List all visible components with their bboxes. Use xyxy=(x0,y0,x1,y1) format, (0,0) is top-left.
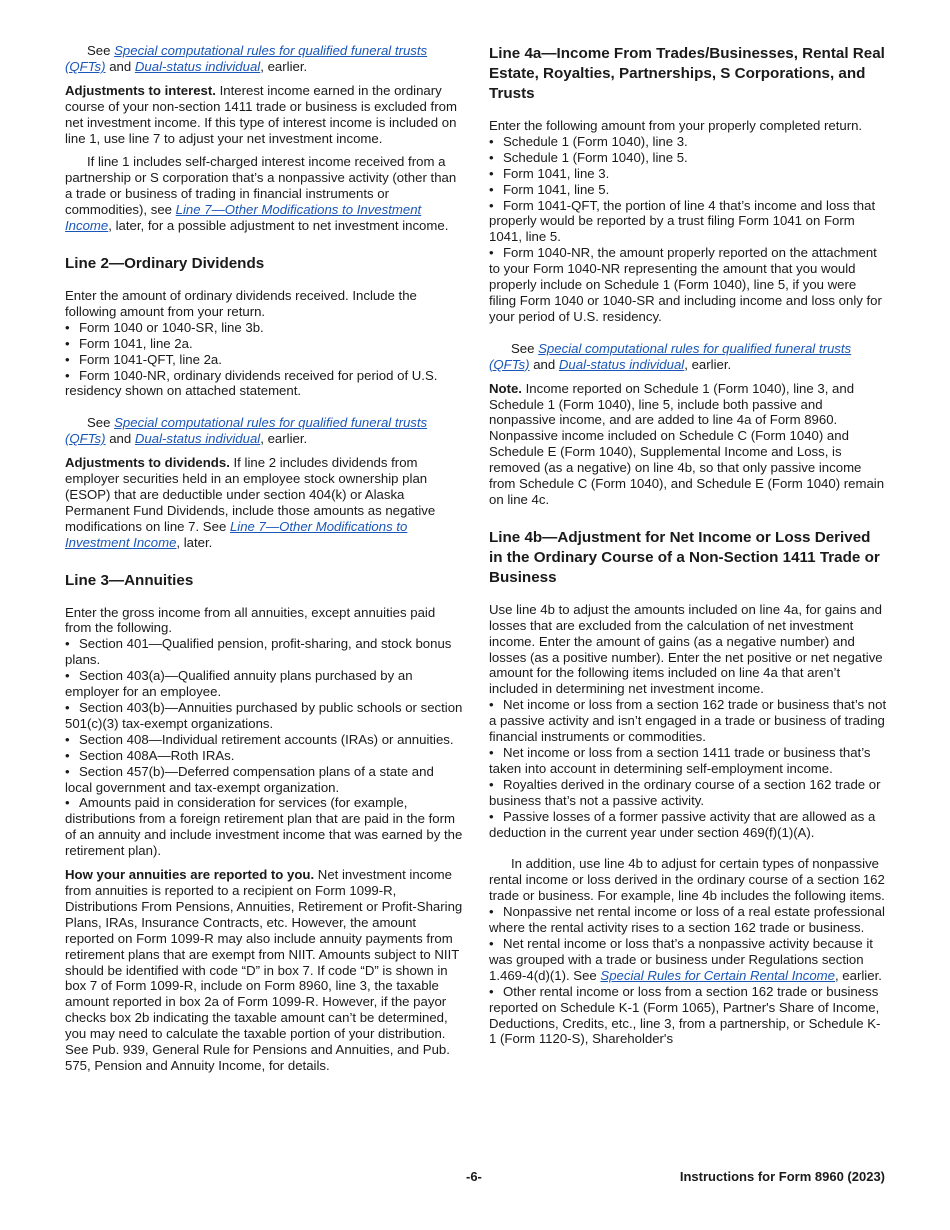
text-run: Enter the amount of ordinary dividends received. Include the following amount from your return. xyxy=(65,287,417,319)
text-run: Enter the following amount from your properly completed return. xyxy=(489,118,863,133)
bullet-item xyxy=(489,745,887,777)
text-run: Line 3—Annuities xyxy=(65,571,194,589)
cross-reference-link[interactable]: Special computational rules for qualified funeral trusts (QFTs) xyxy=(489,340,852,372)
text-run: Net income or loss from a section 1411 trade or business that’s taken into account in determining self-employment income. xyxy=(489,745,871,776)
text-run: See xyxy=(87,415,115,431)
footer-document-title: Instructions for Form 8960 (2023) xyxy=(679,1169,885,1184)
text-run: Line 2—Ordinary Dividends xyxy=(65,254,265,272)
text-run: and xyxy=(105,58,135,74)
text-run: If line 2 includes dividends from employer securities held in an employee stock ownership plan (ESOP) that are deductible under section 404(k) or Alaska Permanent Fund Dividends, include those amounts as negative modifications on line 7. See xyxy=(65,455,436,534)
cross-reference-link[interactable]: Dual-status individual xyxy=(134,431,261,447)
text-run: Form 1040-NR, the amount properly reported on the attachment to your Form 1040-NR representing the amount that you would properly include on Schedule 1 (Form 1040), line 5, if you were filing Form 1040 or 1040-SR and including income and loss only for your period of U.S. residency. xyxy=(489,245,882,324)
text-run: , earlier. xyxy=(684,356,732,372)
bullet-icon: • xyxy=(65,700,70,715)
bullet-icon: • xyxy=(489,165,494,181)
text-run: Form 1041, line 2a. xyxy=(79,335,193,351)
cross-reference-link[interactable]: Dual-status individual xyxy=(558,356,685,372)
bullet-icon: • xyxy=(489,745,494,760)
bullet-icon: • xyxy=(489,983,494,999)
paragraph xyxy=(489,381,887,508)
text-run: Schedule 1 (Form 1040), line 3. xyxy=(503,133,688,149)
text-run: Section 403(a)—Qualified annuity plans purchased by an employer for an employee. xyxy=(65,668,413,700)
bullet-item xyxy=(65,320,463,336)
text-run: Use line 4b to adjust the amounts included on line 4a, for gains and losses that are excluded from the calculation of net investment income. Enter the amount of gains (as a negative number) and losses (as a positive number). Enter the net positive or net negative amount for the following items included on line 4a that aren’t included in determining net investment income. xyxy=(489,601,883,697)
bullet-icon: • xyxy=(65,668,70,684)
bullet-icon: • xyxy=(489,808,494,824)
bullet-item xyxy=(65,764,463,796)
paragraph xyxy=(65,43,463,75)
text-run: Nonpassive net rental income or loss of a real estate professional where the rental activity rises to a section 162 trade or business. xyxy=(489,904,885,936)
bullet-item xyxy=(489,134,887,150)
section-heading xyxy=(65,254,463,274)
bullet-icon: • xyxy=(65,351,70,367)
left-column xyxy=(65,43,463,1082)
section-heading xyxy=(489,44,887,104)
text-run: Form 1041, line 5. xyxy=(503,181,610,197)
bullet-item xyxy=(65,668,463,700)
bullet-icon: • xyxy=(489,935,494,951)
paragraph xyxy=(65,605,463,637)
bullet-item xyxy=(65,636,463,668)
bullet-icon: • xyxy=(65,747,70,763)
text-run: Form 1041-QFT, the portion of line 4 that’s income and loss that properly would be reported by a trust filing Form 1041 on Form 1041, line 5. xyxy=(489,197,876,245)
bullet-icon: • xyxy=(65,763,70,779)
paragraph xyxy=(489,602,887,697)
paragraph xyxy=(65,288,463,320)
text-run: See xyxy=(87,43,115,58)
paragraph xyxy=(65,154,463,234)
bullet-item xyxy=(65,700,463,732)
bullet-icon: • xyxy=(489,697,494,713)
bullet-icon: • xyxy=(489,197,494,213)
bullet-item xyxy=(489,984,887,1048)
text-run: , earlier. xyxy=(260,58,308,74)
text-run: Form 1040-NR, ordinary dividends received for period of U.S. residency shown on attached statement. xyxy=(65,367,438,399)
text-run: and xyxy=(105,431,135,447)
bullet-item xyxy=(65,748,463,764)
bullet-icon: • xyxy=(65,636,70,652)
paragraph xyxy=(65,455,463,550)
text-run: Section 408—Individual retirement accounts (IRAs) or annuities. xyxy=(79,731,454,747)
bold-run-in-heading: How your annuities are reported to you. xyxy=(65,867,315,883)
bullet-icon: • xyxy=(489,245,494,261)
bullet-icon: • xyxy=(489,181,494,197)
text-run: Interest income earned in the ordinary course of your non-section 1411 trade or business is excluded from net investment income. If this type of interest income is included on line 1, use line 7 to adjust your net investment income. xyxy=(65,82,457,146)
bullet-icon: • xyxy=(489,776,494,792)
bullet-item xyxy=(65,336,463,352)
right-column xyxy=(489,44,887,1047)
cross-reference-link[interactable]: Line 7—Other Modifications to Investment Income xyxy=(65,518,408,550)
text-run: Form 1040 or 1040-SR, line 3b. xyxy=(79,319,264,335)
text-run: Section 408A—Roth IRAs. xyxy=(79,747,235,763)
text-run: Passive losses of a former passive activity that are allowed as a deduction in the current year under section 469(f)(1)(A). xyxy=(489,808,876,840)
paragraph xyxy=(65,415,463,447)
bullet-icon: • xyxy=(489,149,494,165)
bold-run-in-heading: Adjustments to interest. xyxy=(65,82,216,98)
text-run: If line 1 includes self-charged interest income received from a partnership or S corporation that’s a nonpassive activity (other than a trade or business of trading in financial instruments or commodities), see xyxy=(65,154,457,218)
text-run: Line 4b—Adjustment for Net Income or Loss Derived in the Ordinary Course of a Non-Section 1411 Trade or Business xyxy=(489,528,880,586)
bold-run-in-heading: Note. xyxy=(489,380,522,396)
text-run: Section 403(b)—Annuities purchased by public schools or section 501(c)(3) tax-exempt organizations. xyxy=(65,700,463,731)
cross-reference-link[interactable]: Dual-status individual xyxy=(134,58,261,74)
section-heading xyxy=(489,528,887,588)
text-run: Enter the gross income from all annuities, except annuities paid from the following. xyxy=(65,604,436,636)
text-run: Form 1041, line 3. xyxy=(503,165,610,181)
text-run: Schedule 1 (Form 1040), line 5. xyxy=(503,149,688,165)
bullet-item xyxy=(489,245,887,325)
bullet-item xyxy=(489,150,887,166)
paragraph xyxy=(65,867,463,1074)
bullet-item xyxy=(65,732,463,748)
paragraph xyxy=(489,118,887,134)
bullet-icon: • xyxy=(65,335,70,351)
text-run: , later. xyxy=(176,534,213,550)
cross-reference-link[interactable]: Special computational rules for qualified funeral trusts (QFTs) xyxy=(65,43,428,74)
bold-run-in-heading: Adjustments to dividends. xyxy=(65,455,230,471)
text-run: Section 457(b)—Deferred compensation plans of a state and local government and tax-exempt organization. xyxy=(65,763,434,795)
bullet-icon: • xyxy=(65,731,70,747)
text-run: Line 4a—Income From Trades/Businesses, Rental Real Estate, Royalties, Partnerships, S Corporations, and Trusts xyxy=(489,45,885,102)
paragraph xyxy=(489,341,887,373)
cross-reference-link[interactable]: Line 7—Other Modifications to Investment Income xyxy=(65,202,422,234)
paragraph xyxy=(65,83,463,147)
text-run: Other rental income or loss from a section 162 trade or business reported on Schedule K-1 (Form 1065), Partner's Share of Income, Deductions, Credits, etc., line 3, from a partnership, or Schedule K-1 (Form 1120-S), Shareholder's xyxy=(489,983,881,1047)
bullet-item xyxy=(489,904,887,936)
bullet-icon: • xyxy=(65,795,70,811)
section-heading xyxy=(65,571,463,591)
text-run: Form 1041-QFT, line 2a. xyxy=(79,351,222,367)
text-run: Section 401—Qualified pension, profit-sharing, and stock bonus plans. xyxy=(65,636,452,668)
text-run: Royalties derived in the ordinary course of a section 162 trade or business that’s not a passive activity. xyxy=(489,776,881,808)
text-run: Amounts paid in consideration for services (for example, distributions from a foreign retirement plan that are paid in the form of an annuity and include investment income that was earned by the retirement plan). xyxy=(65,795,463,859)
text-run: In addition, use line 4b to adjust for certain types of nonpassive rental income or loss derived in the ordinary course of a section 162 trade or business. For example, line 4b includes the following items. xyxy=(489,856,885,904)
text-run: , later, for a possible adjustment to net investment income. xyxy=(108,218,449,234)
bullet-item xyxy=(489,777,887,809)
paragraph xyxy=(489,856,887,904)
bullet-item xyxy=(489,182,887,198)
text-run: Net income or loss from a section 162 trade or business that’s not a passive activity and isn’t engaged in a trade or business of trading financial instruments or commodities. xyxy=(489,697,887,745)
text-run: Net rental income or loss that’s a nonpassive activity because it was grouped with a trade or business under Regulations section 1.469-4(d)(1). See xyxy=(489,935,873,983)
bullet-item xyxy=(65,352,463,368)
cross-reference-link[interactable]: Special computational rules for qualified funeral trusts (QFTs) xyxy=(65,415,428,447)
text-run: , earlier. xyxy=(834,967,882,983)
bullet-icon: • xyxy=(65,367,70,383)
text-run: , earlier. xyxy=(260,431,308,447)
bullet-item xyxy=(65,795,463,859)
text-run: See xyxy=(511,340,539,356)
text-run: Net investment income from annuities is reported to a recipient on Form 1099-R, Distributions From Pensions, Annuities, Retirement or Profit-Sharing Plans, IRAs, Insurance Contracts, etc. However, the amount reported on Form 1099-R may also include annuity payments from retirement plans that are exempt from NIIT. Amounts subject to NIIT should be identified with code “D” in box 7. If code “D” is shown in box 7 of Form 1099-R, include on Form 8960, line 3, the taxable amount reported in box 2a of Form 1099-R. However, if the payor checks box 2b indicating the taxable amount can’t be determined, you may need to calculate the taxable portion of your distribution. See Pub. 939, General Rule for Pensions and Annuities, and Pub. 575, Pension and Annuity Income, for details. xyxy=(65,867,463,1073)
bullet-item xyxy=(489,809,887,841)
bullet-item xyxy=(65,368,463,400)
page-number: -6- xyxy=(466,1169,482,1184)
bullet-item xyxy=(489,936,887,984)
bullet-icon: • xyxy=(65,319,70,335)
bullet-item xyxy=(489,697,887,745)
bullet-icon: • xyxy=(489,904,494,920)
text-run: Income reported on Schedule 1 (Form 1040), line 3, and Schedule 1 (Form 1040), line 5, include both passive and nonpassive income, and are added to line 4a of Form 8960. Nonpassive income included on Schedule C (Form 1040) and Schedule E (Form 1040), Supplemental Income and Loss, is removed (as a negative) on line 4b, so that only passive income from Schedule C (Form 1040), and Schedule E (Form 1040) remain on line 4c. xyxy=(489,380,885,507)
bullet-item xyxy=(489,166,887,182)
bullet-icon: • xyxy=(489,133,494,149)
cross-reference-link[interactable]: Special Rules for Certain Rental Income xyxy=(600,967,835,983)
text-run: and xyxy=(529,356,559,372)
bullet-item xyxy=(489,198,887,246)
